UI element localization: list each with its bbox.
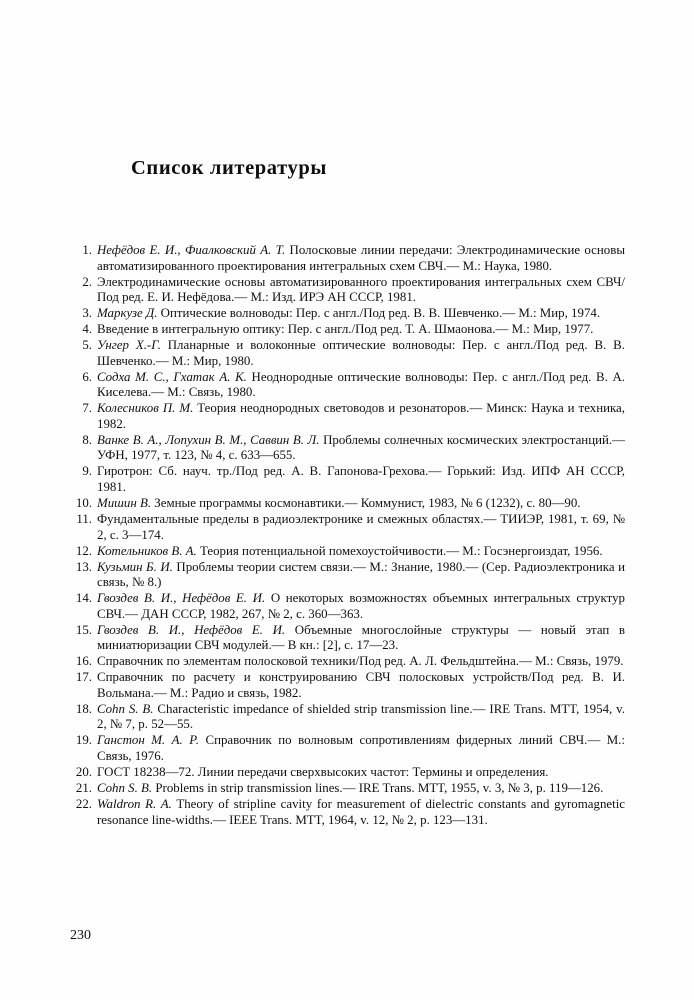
reference-item [70,338,625,369]
reference-number: 10. [75,496,92,511]
reference-text: Проблемы теории систем связи.— М.: Знание, 1980.— (Сер. Радиоэлектроника и связь, № 8.) [97,559,625,590]
reference-number: 1. [82,243,92,257]
reference-number: 14. [75,591,92,606]
reference-list [70,243,625,829]
page-title: Список литературы [131,157,327,179]
reference-author: Маркузе Д. [97,306,158,321]
reference-number: 22. [75,796,92,811]
reference-item [70,306,625,322]
reference-number: 9. [82,464,92,479]
reference-text: О некоторых возможностях объемных интегральных структур СВЧ.— ДАН СССР, 1982, 267, № 2, с. 360—363. [97,591,625,621]
reference-number: 3. [82,306,92,321]
reference-item [70,797,625,828]
reference-text: Электродинамические основы автоматизированного проектирования интегральных схем СВЧ/Под ред. Е. И. Нефёдова.— М.: Изд. ИРЭ АН СССР, 1981. [97,274,625,305]
reference-text: Справочник по волновым сопротивлениям фидерных линий СВЧ.— М.: Связь, 1976. [97,733,625,764]
reference-number: 8. [82,432,92,447]
reference-item [70,781,625,797]
reference-number: 6. [82,369,92,384]
reference-item [70,560,625,591]
reference-item [70,591,625,622]
reference-number: 15. [75,622,92,637]
reference-text: Полосковые линии передачи: Электродинамические основы автоматизированного проектирования интегральных схем СВЧ.— М.: Наука, 1980. [97,243,625,273]
reference-text: Оптические волноводы: Пер. с англ./Под ред. В. В. Шевченко.— М.: Мир, 1974. [157,306,601,321]
reference-text: Справочник по элементам полосковой техники/Под ред. А. Л. Фельдштейна.— М.: Связь, 1979. [97,654,624,669]
reference-text: Фундаментальные пределы в радиоэлектронике и смежных областях.— ТИИЭР, 1981, т. 69, № 2, с. 3—174. [97,512,625,542]
reference-text: Планарные и волоконные оптические волноводы: Пер. с англ./Под ред. В. В. Шевченко.— М.: Мир, 1980. [97,338,625,368]
reference-author: Мишин В. [97,496,152,511]
reference-author: Гвоздев В. И., Нефёдов Е. И. [97,622,286,637]
reference-text: Теория потенциальной помехоустойчивости.— М.: Госэнергоиздат, 1956. [196,543,603,558]
reference-author: Нефёдов Е. И., Фиалковский А. Т. [97,243,286,257]
reference-number: 5. [82,338,92,353]
reference-number: 13. [75,559,92,574]
reference-item [70,670,625,701]
reference-item [70,733,625,764]
reference-author: Гвоздев В. И., Нефёдов Е. И. [97,591,266,606]
reference-item [70,702,625,733]
reference-number: 20. [75,765,92,780]
reference-text: Справочник по расчету и конструированию СВЧ полосковых устройств/Под ред. В. И. Вольмана.— М.: Радио и связь, 1982. [97,670,625,700]
reference-number: 12. [75,543,92,558]
reference-author: Ванке В. А., Лопухин В. М., Саввин В. Л. [97,432,320,447]
reference-number: 16. [75,654,92,669]
reference-author: Cohn S. B. [97,781,153,795]
reference-text: Неоднородные оптические волноводы: Пер. с англ./Под ред. В. А. Киселева.— М.: Связь, 1980. [97,369,626,400]
reference-text: Теория неоднородных световодов и резонаторов.— Минск: Наука и техника, 1982. [97,401,626,431]
reference-text: Проблемы солнечных космических электростанций.— УФН, 1977, т. 123, № 4, с. 633—655. [97,432,625,463]
reference-text: Введение в интегральную оптику: Пер. с англ./Под ред. Т. А. Шмаонова.— М.: Мир, 1977. [97,322,594,337]
reference-text: Theory of stripline cavity for measurement of dielectric constants and gyromagnetic resonance line-widths.— IEEE Trans. MTT, 1964, v. 12, № 2, p. 123—131. [97,796,625,827]
reference-author: Ганстон М. А. Р. [97,733,199,748]
reference-text: Объемные многослойные структуры — новый этап в миниатюризации СВЧ модулей.— В кн.: [2], с. 17—23. [97,622,625,653]
reference-item [70,544,625,560]
reference-number: 17. [75,670,92,685]
reference-item [70,654,625,670]
reference-author: Waldron R. A. [97,796,172,811]
reference-author: Кузьмин Б. И. [97,559,173,574]
reference-number: 19. [75,733,92,748]
reference-author: Унгер Х.-Г. [97,338,161,353]
reference-number: 4. [82,322,92,337]
reference-text: Characteristic impedance of shielded strip transmission line.— IRE Trans. MTT, 1954, v. 2, № 7, p. 52—55. [97,701,625,732]
reference-number: 18. [75,701,92,716]
reference-author: Колесников П. М. [97,401,194,416]
reference-item [70,275,625,306]
reference-author: Котельников В. А. [97,543,197,558]
reference-author: Содха М. С., Гхатак А. К. [97,369,247,384]
reference-author: Cohn S. B. [97,701,154,716]
reference-number: 7. [82,401,92,416]
reference-text: Problems in strip transmission lines.— IRE Trans. MTT, 1955, v. 3, № 3, p. 119—126. [152,781,604,795]
reference-item [70,623,625,654]
reference-item [70,322,625,338]
reference-text: Гиротрон: Сб. науч. тр./Под ред. А. В. Гапонова-Грехова.— Горький: Изд. ИПФ АН СССР, 1981. [97,464,625,495]
reference-item [70,370,625,401]
reference-item [70,464,625,495]
reference-item [70,496,625,512]
reference-number: 2. [82,274,92,289]
reference-number: 11. [76,512,92,526]
reference-text: Земные программы космонавтики.— Коммунист, 1983, № 6 (1232), с. 80—90. [151,496,581,511]
reference-item [70,243,625,274]
reference-number: 21. [75,781,92,795]
reference-item [70,433,625,464]
reference-item [70,512,625,543]
reference-item [70,765,625,781]
reference-item [70,401,625,432]
page-number: 230 [70,928,91,943]
reference-text: ГОСТ 18238—72. Линии передачи сверхвысоких частот: Термины и определения. [97,765,549,780]
